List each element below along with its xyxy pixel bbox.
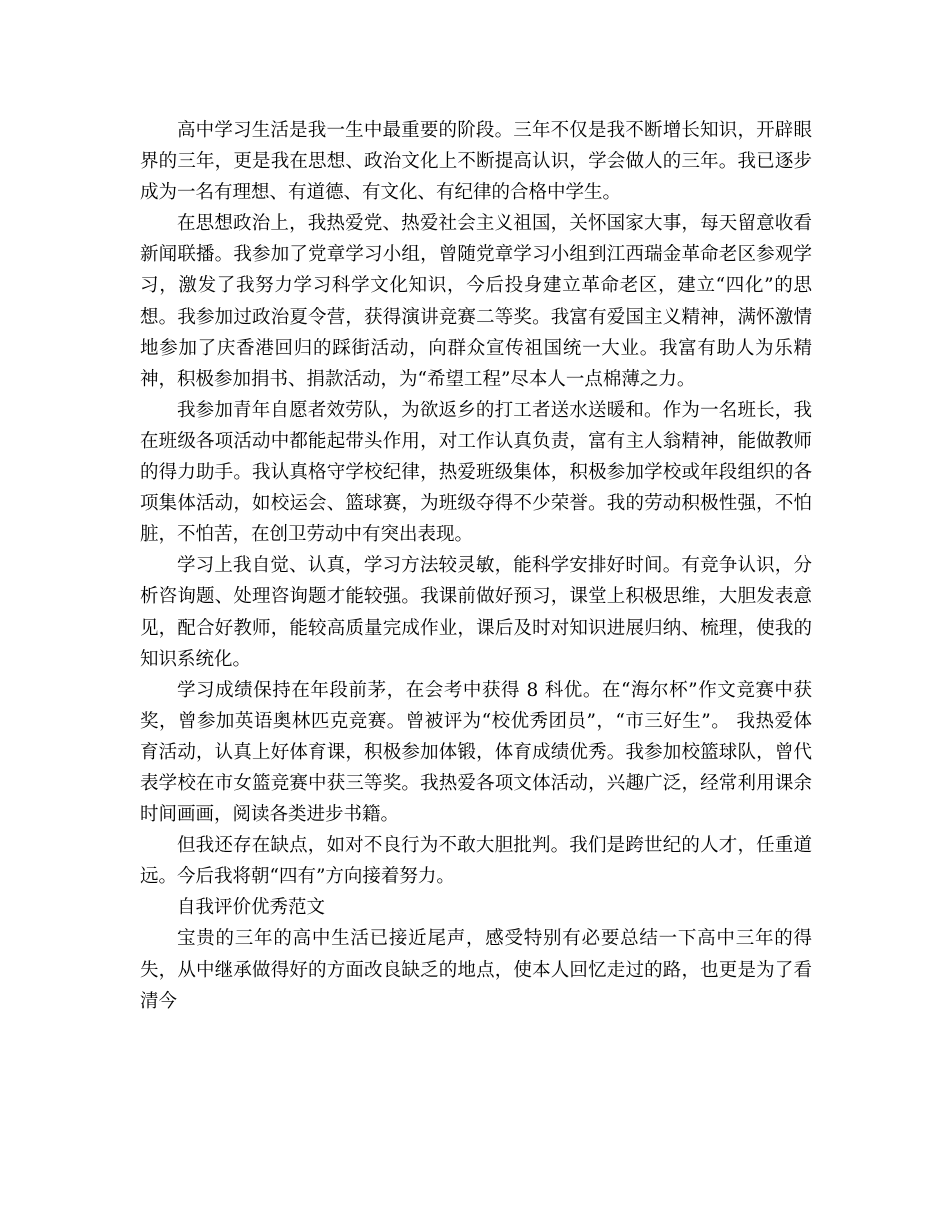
paragraph-shortcomings: 但我还存在缺点，如对不良行为不敢大胆批判。我们是跨世纪的人才，任重道远。今后我将朝“四有”方向接着努力。 [140,835,812,888]
paragraph-achievements: 学习成绩保持在年段前茅，在会考中获得 8 科优。在“海尔杯”作文竞赛中获奖，曾参加英语奥林匹克竞赛。曾被评为“校优秀团员”，“市三好生”。 我热爱体育活动，认真上好体育课，积极参加体锻，体育成绩优秀。我参加校篮球队，曾代表学校在市女篮竞赛中获三等奖。我热爱各项文体活动，兴趣广泛，经常利用课余时间画画，阅读各类进步书籍。 [140,679,812,826]
paragraph-study: 学习上我自觉、认真，学习方法较灵敏，能科学安排好时间。有竞争认识，分析咨询题、处理咨询题才能较强。我课前做好预习，课堂上积极思维，大胆发表意见，配合好教师，能较高质量完成作业，课后及时对知识进展归纳、梳理，使我的知识系统化。 [140,555,812,670]
paragraph-intro: 高中学习生活是我一生中最重要的阶段。三年不仅是我不断增长知识，开辟眼界的三年，更是我在思想、政治文化上不断提高认识，学会做人的三年。我已逐步成为一名有理想、有道德、有文化、有纪律的合格中学生。 [140,120,812,204]
paragraph-volunteer: 我参加青年自愿者效劳队，为欲返乡的打工者送水送暖和。作为一名班长，我在班级各项活动中都能起带头作用，对工作认真负责，富有主人翁精神，能做教师的得力助手。我认真格守学校纪律，热爱班级集体，积极参加学校或年段组织的各项集体活动，如校运会、篮球赛，为班级夺得不少荣誉。我的劳动积极性强，不怕脏，不怕苦，在创卫劳动中有突出表现。 [140,399,812,546]
section-heading: 自我评价优秀范文 [177,897,326,919]
document-body [140,115,812,1017]
paragraph-politics: 在思想政治上，我热爱党、热爱社会主义祖国，关怀国家大事，每天留意收看新闻联播。我参加了党章学习小组，曾随党章学习小组到江西瑞金革命老区参观学习，激发了我努力学习科学文化知识，今后投身建立革命老区，建立“四化”的思想。我参加过政治夏令营，获得演讲竞赛二等奖。我富有爱国主义精神，满怀激情地参加了庆香港回归的踩街活动，向群众宣传祖国统一大业。我富有助人为乐精神，积极参加捐书、捐款活动，为“希望工程”尽本人一点棉薄之力。 [140,213,812,390]
paragraph-summary: 宝贵的三年的高中生活已接近尾声，感受特别有必要总结一下高中三年的得失，从中继承做得好的方面改良缺乏的地点，使本人回忆走过的路，也更是为了看清今 [140,928,812,1012]
